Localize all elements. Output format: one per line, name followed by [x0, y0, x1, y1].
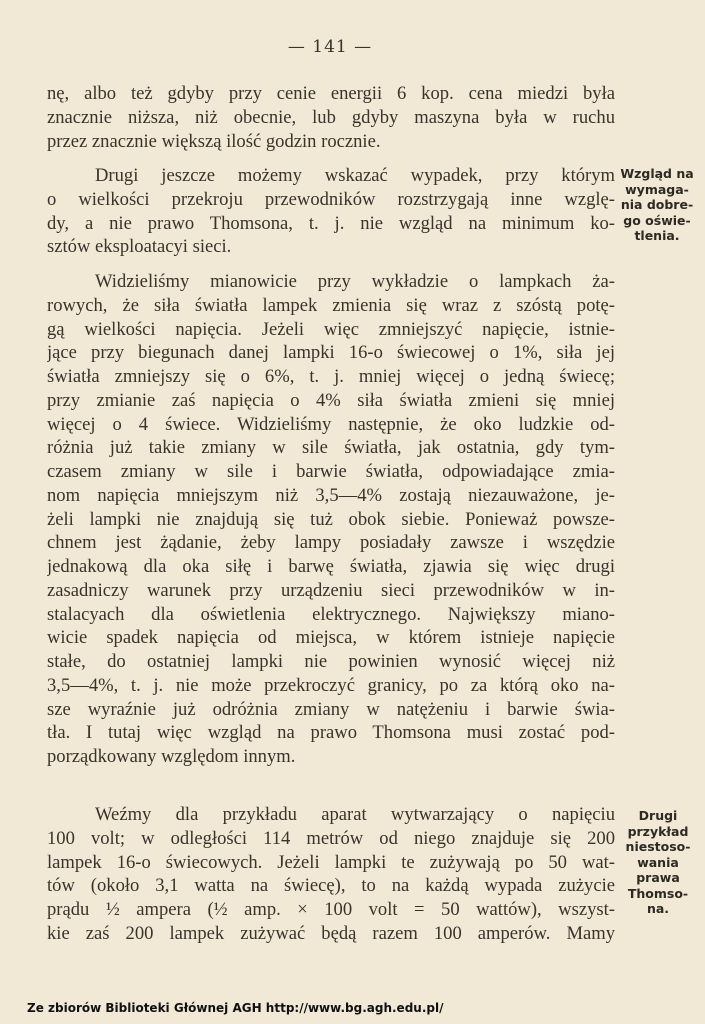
text-line: tła. I tutaj więc wzgląd na prawo Thomsona musi zostać pod-: [47, 722, 615, 744]
text-line: sztów eksploatacyi sieci.: [47, 236, 232, 258]
text-line: lampek 16-o świecowych. Jeżeli lampki te zużywają po 50 wat-: [47, 851, 615, 873]
text-line: porządkowany względom innym.: [47, 746, 296, 767]
text-line: więcej o 4 świece. Widzieliśmy następnie, że oko ludzkie od-: [47, 413, 615, 435]
text-line: sze wyraźnie już odróżnia zmiany w natężeniu i barwie świa-: [47, 698, 615, 720]
margin-note-line: niestoso-: [625, 839, 691, 854]
margin-note-line: na.: [646, 901, 670, 916]
text-line: kie zaś 200 lampek zużywać będą razem 100 amperów. Mamy: [47, 922, 615, 944]
text-line: tów (około 3,1 watta na świecę), to na każdą wypada zużycie: [47, 875, 615, 897]
text-line: różnia już takie zmiany w sile światła, jak ostatnia, gdy tym-: [47, 437, 615, 459]
margin-note-line: prawa: [636, 870, 680, 885]
text-line: stałe, do ostatniej lampki nie powinien wynosić więcej niż: [47, 651, 615, 672]
margin-note-line: Thomso-: [627, 885, 689, 901]
text-line: nę, albo też gdyby przy cenie energii 6 kop. cena miedzi była: [47, 83, 615, 104]
margin-note-line: wania: [637, 854, 679, 870]
text-line: 100 volt; w odległości 114 metrów od niego znajduje się 200: [47, 827, 615, 849]
margin-note-line: tlenia.: [634, 228, 680, 243]
paragraph-4: [47, 803, 615, 946]
text-line: Drugi jeszcze możemy wskazać wypadek, przy którym: [95, 165, 615, 186]
margin-note-line: Drugi: [638, 808, 678, 823]
text-line: chnem jest żądanie, żeby lampy posiadały zawsze i wszędzie: [47, 532, 615, 554]
text-line: wicie spadek napięcia od miejsca, w którem istnieje napięcie: [47, 627, 615, 649]
text-line: przy zmianie zaś napięcia o 4% siła światła zmieni się mniej: [47, 389, 615, 411]
text-line: jące przy biegunach danej lampki 16-o świecowej o 1%, siła jej: [47, 342, 615, 364]
paragraph-3: [47, 270, 615, 769]
text-line: nom napięcia mniejszym niż 3,5—4% zostają niezauważone, je-: [47, 484, 615, 506]
margin-note-line: przykład: [627, 823, 689, 839]
library-footer: Ze zbiorów Biblioteki Głównej AGH http://www.bg.agh.edu.pl/: [27, 1001, 444, 1015]
text-line: przez znacznie większą ilość godzin rocznie.: [47, 130, 381, 152]
text-line: światła zmniejszy się o 6%, t. j. mniej więcej o jedną świecę;: [47, 366, 615, 387]
margin-note-line: wymaga-: [625, 181, 689, 197]
text-line: zasadniczy warunek przy urządzeniu sieci przewodników w in-: [47, 579, 615, 601]
page-number: — 141 —: [287, 37, 373, 57]
text-line: Weźmy dla przykładu aparat wytwarzający o napięciu: [95, 804, 615, 825]
text-line: stalacyach dla oświetlenia elektrycznego. Największy miano-: [47, 603, 615, 625]
margin-note-2: [616, 808, 700, 917]
margin-note-1: [614, 166, 700, 244]
margin-note-line: nia dobre-: [620, 197, 694, 212]
text-line: Widzieliśmy mianowicie przy wykładzie o lampkach ża-: [95, 271, 615, 292]
text-line: 3,5—4%, t. j. nie może przekroczyć granicy, po za którą oko na-: [47, 674, 615, 696]
margin-note-line: Wzgląd na: [620, 166, 694, 181]
margin-note-line: go oświe-: [623, 212, 691, 228]
text-line: gą wielkości napięcia. Jeżeli więc zmniejszyć napięcie, istnie-: [47, 318, 615, 340]
text-line: żeli lampki nie znajdują się tuż obok siebie. Ponieważ powsze-: [47, 508, 615, 530]
text-line: czasem zmiany w sile i barwie światła, odpowiadające zmia-: [47, 461, 615, 482]
text-line: dy, a nie prawo Thomsona, t. j. nie wzgląd na minimum ko-: [47, 212, 615, 234]
text-line: o wielkości przekroju przewodników rozstrzygają inne wzglę-: [47, 188, 615, 210]
text-line: rowych, że siła światła lampek zmienia się wraz z szóstą potę-: [47, 294, 615, 316]
text-line: prądu ½ ampera (½ amp. × 100 volt = 50 wattów), wszyst-: [47, 899, 615, 920]
text-line: jednakową dla oka siłę i barwę światła, zjawia się więc drugi: [47, 556, 615, 577]
paragraph-2: [47, 164, 615, 259]
text-line: znacznie niższa, niż obecnie, lub gdyby maszyna była w ruchu: [47, 106, 615, 128]
paragraph-1: [47, 82, 615, 153]
